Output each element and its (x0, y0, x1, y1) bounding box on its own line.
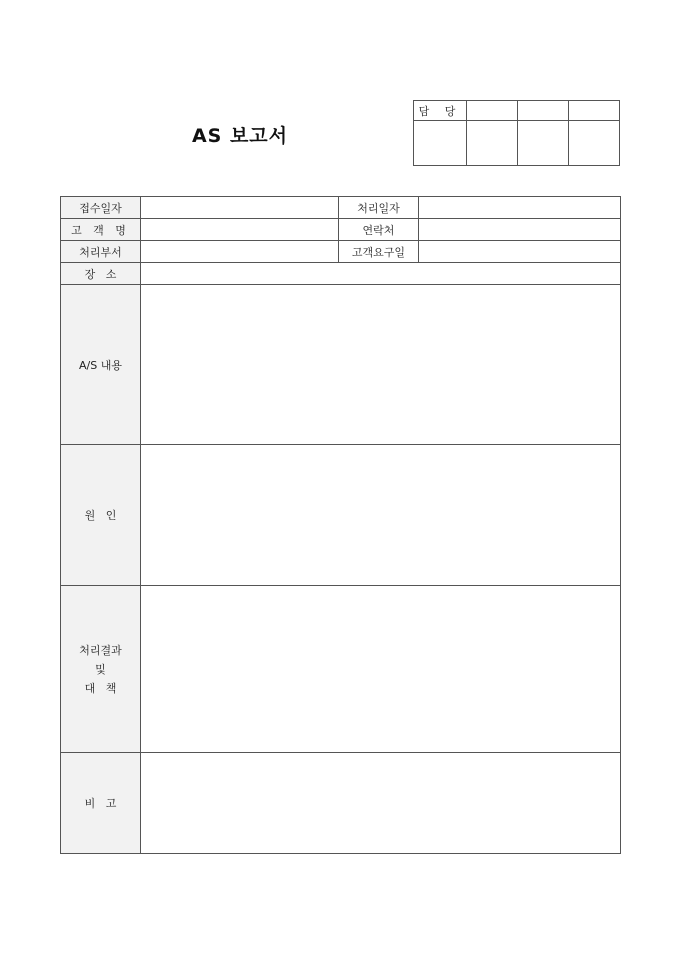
as-content-label: A/S 내용 (61, 285, 141, 445)
cause-field[interactable] (141, 445, 621, 586)
result-label-line3: 대 책 (84, 681, 117, 695)
as-report-form (60, 196, 621, 854)
approval-signature-cell[interactable] (414, 121, 467, 166)
process-date-label: 처리일자 (339, 197, 419, 219)
result-field[interactable] (141, 586, 621, 753)
location-label: 장 소 (61, 263, 141, 285)
customer-name-label: 고 객 명 (61, 219, 141, 241)
receipt-date-field[interactable] (141, 197, 339, 219)
remarks-field[interactable] (141, 753, 621, 854)
contact-label: 연락처 (339, 219, 419, 241)
cause-label: 원 인 (61, 445, 141, 586)
requested-date-field[interactable] (419, 241, 621, 263)
page-title: AS 보고서 (191, 125, 289, 147)
approval-box (413, 100, 620, 166)
approval-header-cell (518, 101, 569, 121)
department-field[interactable] (141, 241, 339, 263)
contact-field[interactable] (419, 219, 621, 241)
receipt-date-label: 접수일자 (61, 197, 141, 219)
process-date-field[interactable] (419, 197, 621, 219)
remarks-label: 비 고 (61, 753, 141, 854)
approval-header-cell (569, 101, 620, 121)
result-label (61, 586, 141, 753)
customer-name-field[interactable] (141, 219, 339, 241)
department-label: 처리부서 (61, 241, 141, 263)
approval-signature-cell[interactable] (518, 121, 569, 166)
result-label-line2: 및 (95, 662, 106, 676)
location-field[interactable] (141, 263, 621, 285)
approval-signature-cell[interactable] (569, 121, 620, 166)
requested-date-label: 고객요구일 (339, 241, 419, 263)
approval-header-cell (467, 101, 518, 121)
approval-header-label: 담 당 (414, 101, 467, 121)
as-content-field[interactable] (141, 285, 621, 445)
approval-signature-cell[interactable] (467, 121, 518, 166)
result-label-line1: 처리결과 (79, 643, 122, 657)
